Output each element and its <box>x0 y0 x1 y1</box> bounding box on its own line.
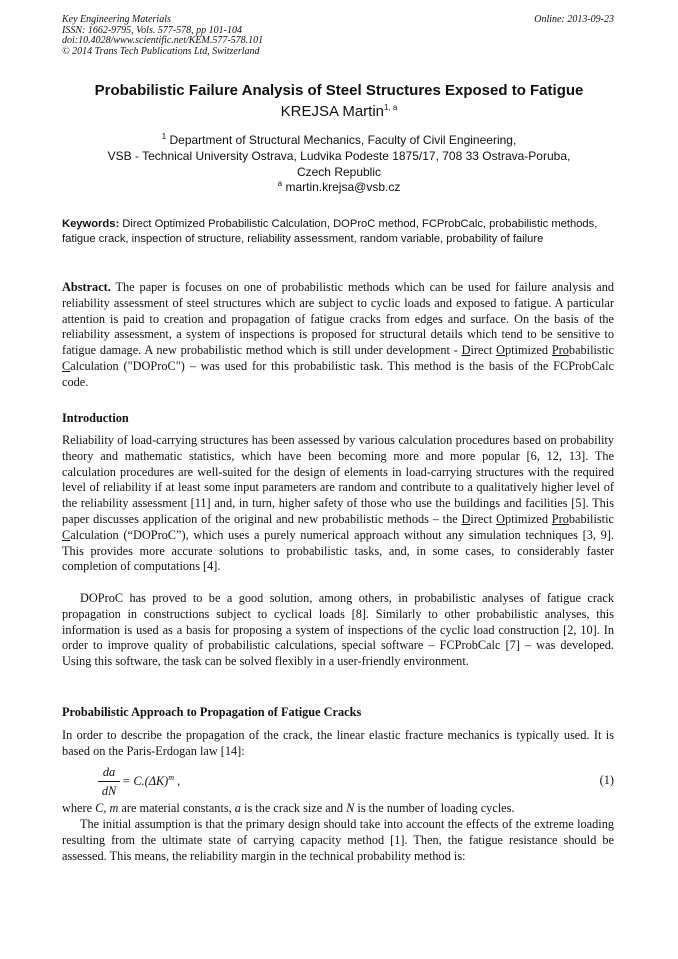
online-date: Online: 2013-09-23 <box>534 14 614 25</box>
introduction-heading: Introduction <box>62 411 129 425</box>
keywords <box>62 217 614 246</box>
author-name: KREJSA Martin <box>280 103 385 120</box>
author-line <box>40 103 638 120</box>
affiliation-sup: 1 <box>161 132 167 141</box>
fraction-bar <box>98 781 120 782</box>
email-sup: a <box>277 179 283 188</box>
journal-issn: ISSN: 1662-9795, Vols. 577-578, pp 101-104 <box>62 24 242 36</box>
introduction-paragraph-1: Reliability of load-carrying structures has been assessed by various calculation procedures based on probability theory and mathematic statistics, which have been becoming more and more popular [6, 12, 13]. The calculation procedures are well-suited for the design of elements in load-carrying structures with the required level of reliability if at least some input parameters are random and contribute to a qualitatively higher level of the reliability assessment [11] and, in turn, higher safety of those who use the buildings and facilities [5]. This paper discusses application of the original and new probabilistic methods – the Direct Optimized Probabilistic Calculation (“DOProC”), which uses a purely numerical approach without any simulation techniques [3, 9]. This provides more accurate solutions to probabilistic tasks, and, in some cases, to considerably faster completion of computations [4]. <box>62 433 614 574</box>
equation-1 <box>62 764 614 804</box>
affiliation <box>40 129 638 180</box>
equation-fraction <box>98 764 120 799</box>
abstract <box>62 280 614 391</box>
section2-paragraph-1: In order to describe the propagation of the crack, the linear elastic fracture mechanics is typically used. It is based on the Paris-Erdogan law [14]: <box>62 728 614 758</box>
journal-header <box>62 15 614 57</box>
section2-paragraph-2: where C, m are material constants, a is the crack size and N is the number of loading cycles. <box>62 801 515 815</box>
journal-copyright: © 2014 Trans Tech Publications Ltd, Switzerland <box>62 45 260 57</box>
method-name-intro: Direct Optimized Probabilistic Calculation <box>62 511 614 542</box>
author-sup: 1, a <box>384 103 398 112</box>
email-address[interactable]: martin.krejsa@vsb.cz <box>285 180 401 194</box>
introduction-paragraph-2: DOProC has proved to be a good solution, among others, in probabilistic analyses of fatigue crack propagation in constructions subject to cyclical loads [8]. Similarly to other probabilistic analyses, this information is used as a basis for proposing a system of inspections of the cyclic load construction [2, 10]. In order to improve quality of probabilistic calculations, special software – FCProbCalc [7] – was developed. Using this software, the task can be solved flexibly in a user-friendly environment. <box>62 591 614 669</box>
affiliation-line1: Department of Structural Mechanics, Faculty of Civil Engineering, <box>169 133 517 147</box>
method-name: Direct Optimized Probabilistic Calculation <box>62 343 615 373</box>
equation-denominator: dN <box>101 784 117 798</box>
equation-numerator: da <box>102 765 116 779</box>
journal-doi: doi:10.4028/www.scientific.net/KEM.577-578.101 <box>62 35 264 47</box>
section2-heading: Probabilistic Approach to Propagation of Fatigue Cracks <box>62 705 362 719</box>
abstract-text-after: ("DOProC") – was used for this probabilistic task. This method is the basis of the FCProbCalc code. <box>62 358 614 389</box>
section2-paragraph-3: The initial assumption is that the primary design should take into account the effects of the extreme loading resulting from the ultimate state of carrying capacity method [1]. Then, the fatigue resistance should be assessed. This means, the reliability margin in the technical probability method is: <box>62 817 614 863</box>
equation-number: (1) <box>599 773 614 787</box>
abstract-label: Abstract. <box>62 280 111 294</box>
affiliation-line3: Czech Republic <box>296 165 382 179</box>
journal-name: Key Engineering Materials <box>62 14 171 25</box>
keywords-label: Keywords: <box>62 218 120 230</box>
abstract-text-before: The paper is focuses on one of probabilistic methods which can be used for failure analysis and reliability assessment of steel structures which are subject to cyclic loads and exposed to fatigue. A particular attention is paid to creation and propagation of fatigue cracks from edges and surface. On the basis of the reliability assessment, a system of inspections is proposed for structural details which tend to be sensitive to fatigue damage. A new probabilistic method which is still under development - <box>62 280 614 358</box>
equation-rhs: = $C.(\Delta K)^m$ , <box>122 773 181 789</box>
affiliation-line2: VSB - Technical University Ostrava, Ludvika Podeste 1875/17, 708 33 Ostrava-Poruba, <box>107 149 571 163</box>
paper-title: Probabilistic Failure Analysis of Steel Structures Exposed to Fatigue <box>94 82 584 99</box>
author-email <box>40 179 638 194</box>
keywords-text: Direct Optimized Probabilistic Calculation, DOProC method, FCProbCalc, probabilistic methods, fatigue crack, inspection of structure, reliability assessment, random variable, probability of failure <box>62 218 598 245</box>
